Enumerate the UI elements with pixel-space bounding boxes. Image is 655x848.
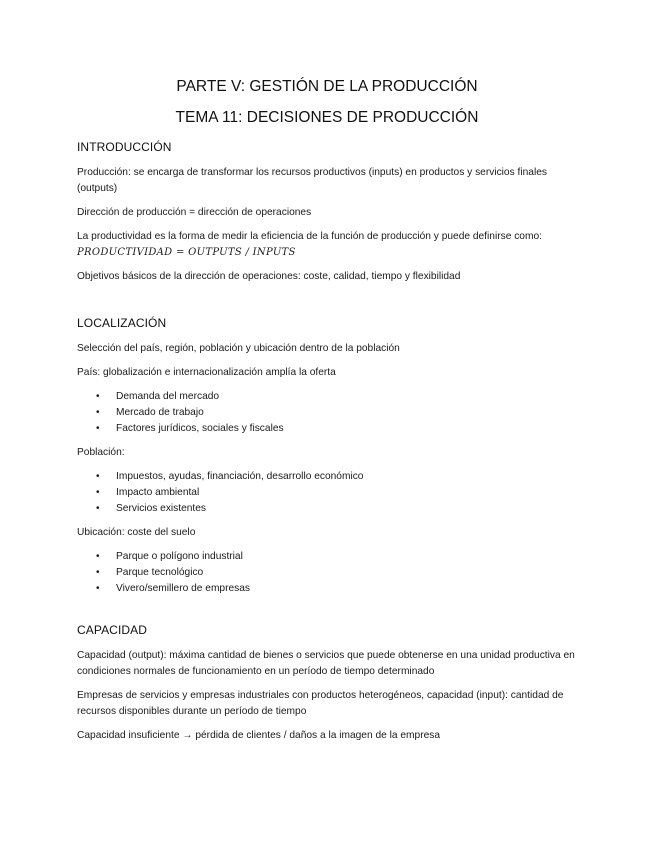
list-item: • Impacto ambiental: [77, 485, 577, 501]
paragraph-ubicacion: Ubicación: coste del suelo: [77, 527, 196, 538]
bullet-icon: •: [96, 391, 100, 402]
bullet-icon: •: [96, 503, 100, 514]
document-content: [77, 77, 577, 752]
bullet-icon: •: [96, 487, 100, 498]
list-item: • Factores jurídicos, sociales y fiscales: [77, 421, 577, 437]
bullet-icon: •: [96, 567, 100, 578]
list-item: • Vivero/semillero de empresas: [77, 581, 577, 597]
section-heading-introduccion: INTRODUCCIÓN: [77, 140, 172, 154]
paragraph-pais: País: globalización e internacionalización amplía la oferta: [77, 367, 336, 378]
bullet-icon: •: [96, 407, 100, 418]
productividad-text: La productividad es la forma de medir la eficiencia de la función de producción y puede definirse como:: [77, 231, 542, 242]
list-item: • Demanda del mercado: [77, 389, 577, 405]
productividad-formula: PRODUCTIVIDAD = OUTPUTS / INPUTS: [77, 247, 296, 258]
section-heading-capacidad: CAPACIDAD: [77, 623, 148, 637]
list-item: • Servicios existentes: [77, 501, 577, 517]
part-title: PARTE V: GESTIÓN DE LA PRODUCCIÓN: [176, 78, 478, 95]
bullet-icon: •: [96, 423, 100, 434]
paragraph-capacidad-insuficiente: Capacidad insuficiente → pérdida de clientes / daños a la imagen de la empresa: [77, 730, 441, 741]
section-heading-localizacion: LOCALIZACIÓN: [77, 316, 167, 330]
list-item: • Parque o polígono industrial: [77, 549, 577, 565]
ubicacion-list: [77, 549, 577, 597]
paragraph-seleccion: Selección del país, región, población y ubicación dentro de la población: [77, 343, 400, 354]
list-item: • Parque tecnológico: [77, 565, 577, 581]
paragraph-objetivos: Objetivos básicos de la dirección de operaciones: coste, calidad, tiempo y flexibilidad: [77, 271, 461, 282]
pais-list: [77, 389, 577, 437]
paragraph-productividad: [77, 229, 577, 261]
bullet-icon: •: [96, 551, 100, 562]
paragraph-poblacion: Población:: [77, 447, 125, 458]
paragraph-produccion: Producción: se encarga de transformar los recursos productivos (inputs) en productos y servicios finales (outputs): [77, 167, 547, 194]
paragraph-capacidad-input: Empresas de servicios y empresas industriales con productos heterogéneos, capacidad (input): cantidad de recursos disponibles durante un período de tiempo: [77, 690, 564, 717]
topic-title: TEMA 11: DECISIONES DE PRODUCCIÓN: [175, 109, 479, 126]
bullet-icon: •: [96, 583, 100, 594]
paragraph-capacidad-output: Capacidad (output): máxima cantidad de bienes o servicios que puede obtenerse en una unidad productiva en condiciones normales de funcionamiento en un período de tiempo determinado: [77, 650, 575, 677]
paragraph-direccion: Dirección de producción = dirección de operaciones: [77, 207, 312, 218]
list-item: • Mercado de trabajo: [77, 405, 577, 421]
bullet-icon: •: [96, 471, 100, 482]
list-item: • Impuestos, ayudas, financiación, desarrollo económico: [77, 469, 577, 485]
poblacion-list: [77, 469, 577, 517]
